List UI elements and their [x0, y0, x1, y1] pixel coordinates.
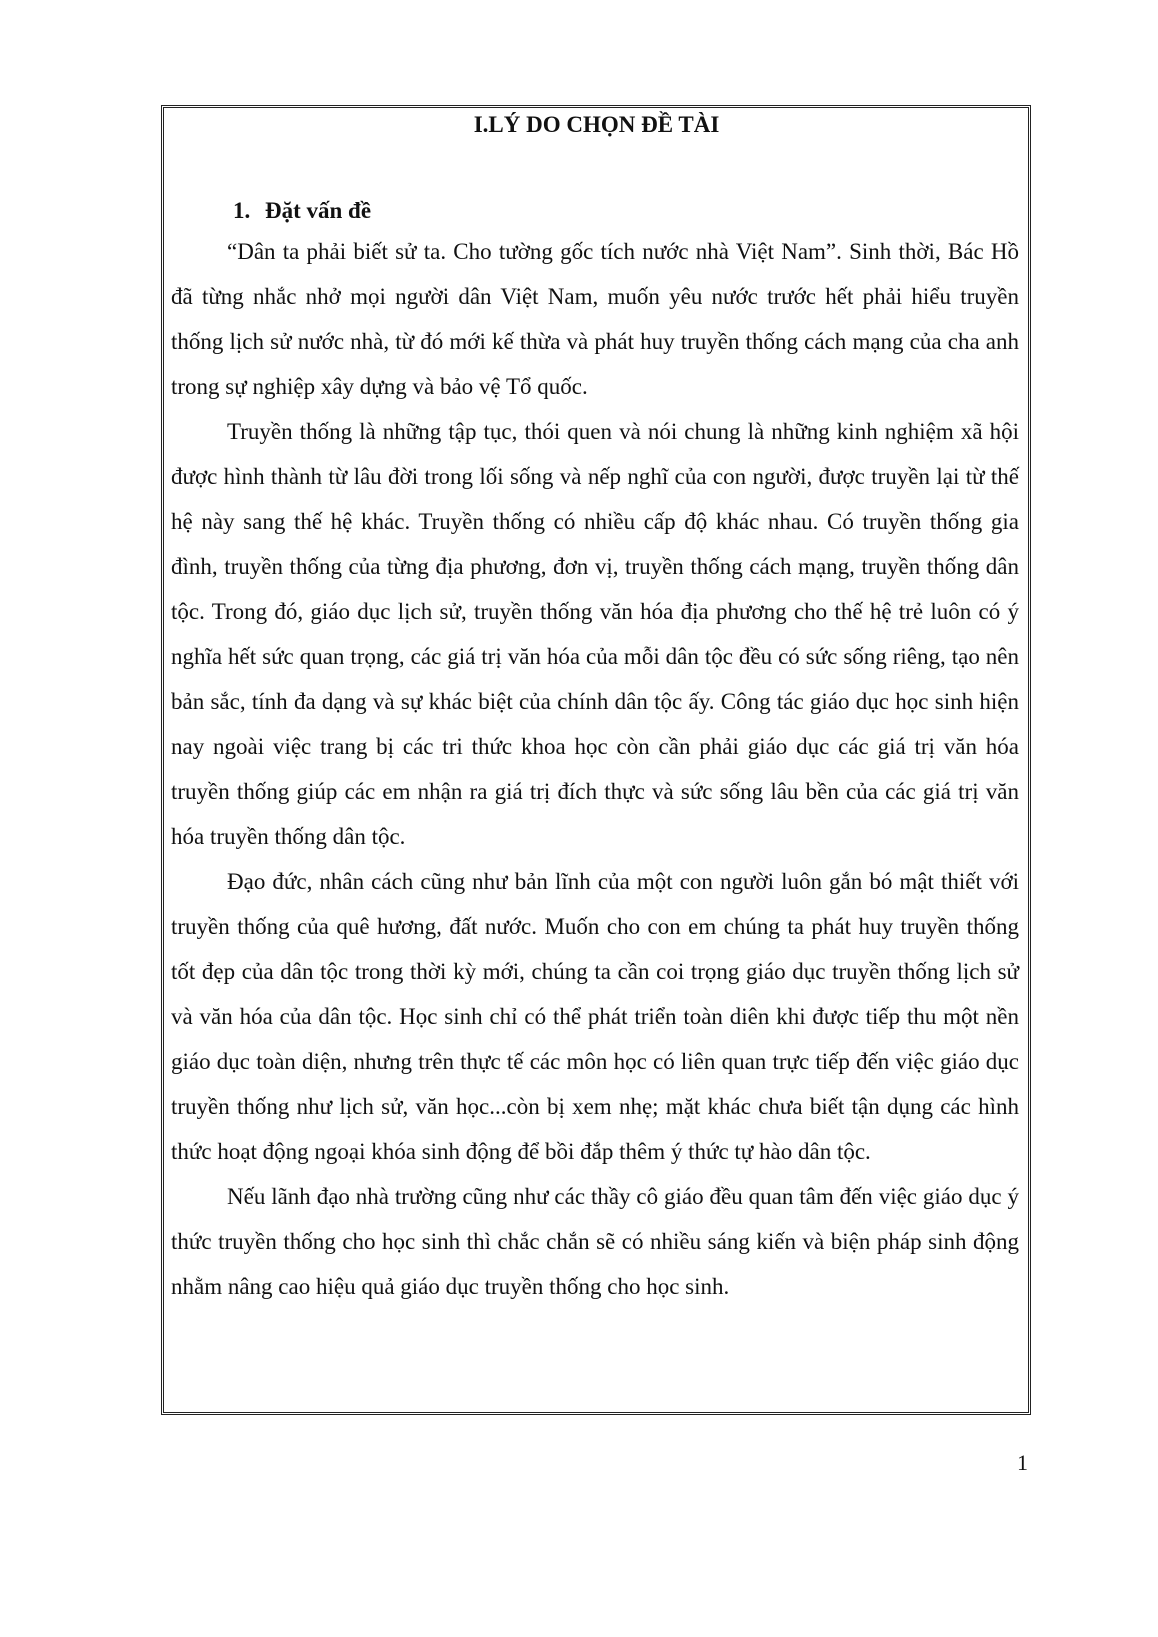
paragraph-4: Nếu lãnh đạo nhà trường cũng như các thầy cô giáo đều quan tâm đến việc giáo dục ý thức truyền thống cho học sinh thì chắc chắn sẽ có nhiều sáng kiến và biện pháp sinh động nhằm nâng cao hiệu quả giáo dục truyền thống cho học sinh. [171, 1184, 1019, 1299]
paragraph-3: Đạo đức, nhân cách cũng như bản lĩnh của một con người luôn gắn bó mật thiết với truyền thống của quê hương, đất nước. Muốn cho con em chúng ta phát huy truyền thống tốt đẹp của dân tộc trong thời kỳ mới, chúng ta cần coi trọng giáo dục truyền thống lịch sử và văn hóa của dân tộc. Học sinh chỉ có thể phát triển toàn diên khi được tiếp thu một nền giáo dục toàn diện, nhưng trên thực tế các môn học có liên quan trực tiếp đến việc giáo dục truyền thống như lịch sử, văn học...còn bị xem nhẹ; mặt khác chưa biết tận dụng các hình thức hoạt động ngoại khóa sinh động để bồi đắp thêm ý thức tự hào dân tộc. [171, 869, 1019, 1164]
section-heading [171, 194, 1019, 228]
document-body [171, 108, 1019, 1309]
paragraph-1: “Dân ta phải biết sử ta. Cho tường gốc tích nước nhà Việt Nam”. Sinh thời, Bác Hồ đã từng nhắc nhở mọi người dân Việt Nam, muốn yêu nước trước hết phải hiểu truyền thống lịch sử nước nhà, từ đó mới kế thừa và phát huy truyền thống cách mạng của cha anh trong sự nghiệp xây dựng và bảo vệ Tổ quốc. [171, 239, 1019, 399]
section-heading-text: Đặt vấn đề [265, 198, 372, 223]
section-number: 1. [233, 198, 251, 223]
page-title: I.LÝ DO CHỌN ĐỀ TÀI [473, 112, 720, 137]
page-number: 1 [1017, 1450, 1028, 1475]
paragraph-2: Truyền thống là những tập tục, thói quen và nói chung là những kinh nghiệm xã hội được hình thành từ lâu đời trong lối sống và nếp nghĩ của con người, được truyền lại từ thế hệ này sang thế hệ khác. Truyền thống có nhiều cấp độ khác nhau. Có truyền thống gia đình, truyền thống của từng địa phương, đơn vị, truyền thống cách mạng, truyền thống dân tộc. Trong đó, giáo dục lịch sử, truyền thống văn hóa địa phương cho thế hệ trẻ luôn có ý nghĩa hết sức quan trọng, các giá trị văn hóa của mỗi dân tộc đều có sức sống riêng, tạo nên bản sắc, tính đa dạng và sự khác biệt của chính dân tộc ấy. Công tác giáo dục học sinh hiện nay ngoài việc trang bị các tri thức khoa học còn cần phải giáo dục các giá trị văn hóa truyền thống giúp các em nhận ra giá trị đích thực và sức sống lâu bền của các giá trị văn hóa truyền thống dân tộc. [171, 419, 1019, 849]
